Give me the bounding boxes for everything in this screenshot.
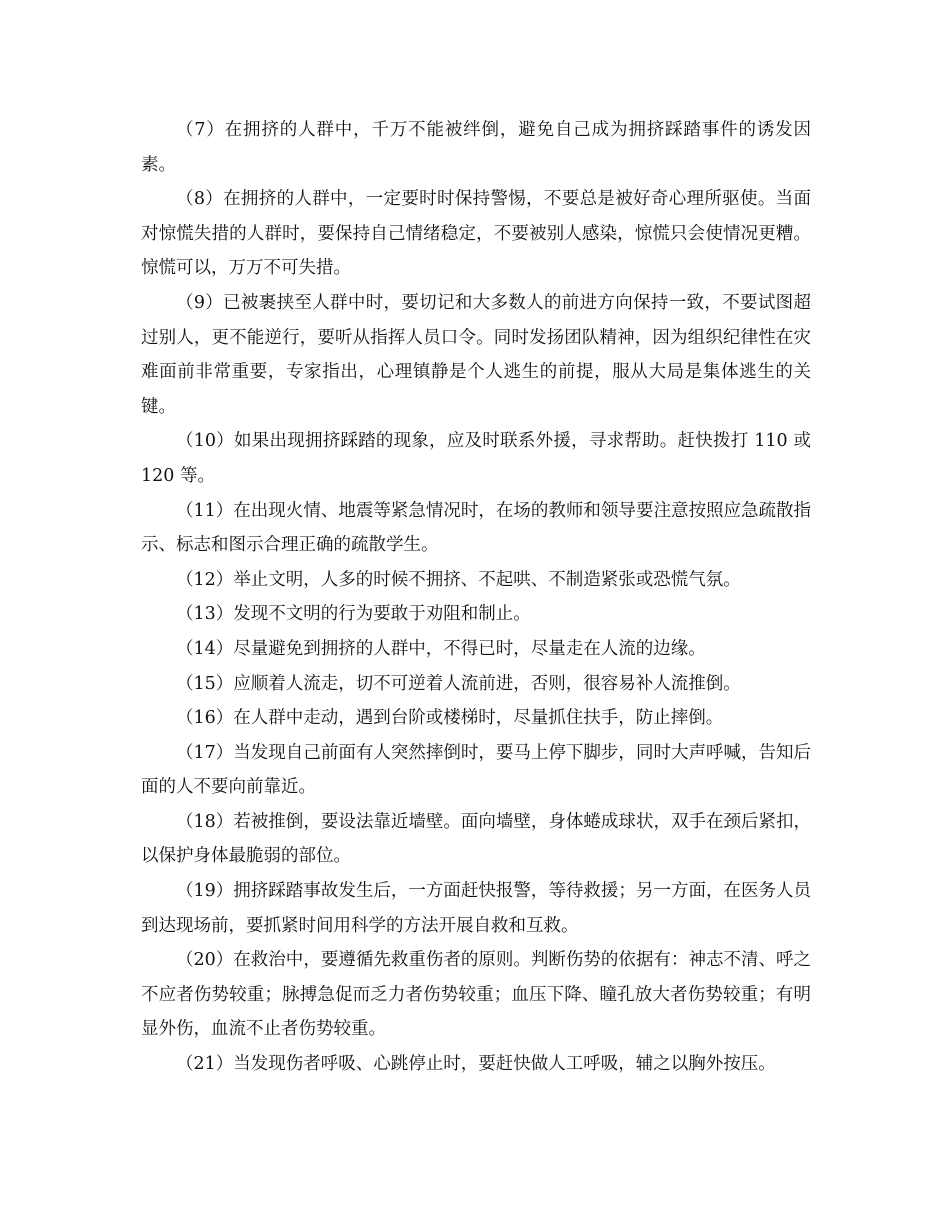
paragraph-17: （17）当发现自己前面有人突然摔倒时，要马上停下脚步，同时大声呼喊，告知后面的人不要向前靠近。 bbox=[141, 742, 811, 798]
paragraph-10: （10）如果出现拥挤踩踏的现象，应及时联系外援，寻求帮助。赶快拨打 110 或 120 等。 bbox=[141, 431, 811, 486]
paragraph-13: （13）发现不文明的行为要敢于劝阻和制止。 bbox=[176, 604, 531, 625]
paragraph-15: （15）应顺着人流走，切不可逆着人流前进，否则，很容易补人流推倒。 bbox=[176, 673, 741, 694]
paragraph-11: （11）在出现火情、地震等紧急情况时，在场的教师和领导要注意按照应急疏散指示、标志和图示合理正确的疏散学生。 bbox=[141, 500, 811, 556]
paragraph-16: （16）在人群中走动，遇到台阶或楼梯时，尽量抓住扶手，防止摔倒。 bbox=[176, 708, 724, 729]
document-page bbox=[141, 113, 811, 1082]
paragraph-21: （21）当发现伤者呼吸、心跳停止时，要赶快做人工呼吸，辅之以胸外按压。 bbox=[176, 1054, 776, 1075]
paragraph-20: （20）在救治中，要遵循先救重伤者的原则。判断伤势的依据有：神志不清、呼之不应者伤势较重；脉搏急促而乏力者伤势较重；血压下降、瞳孔放大者伤势较重；有明显外伤，血流不止者伤势较重。 bbox=[141, 950, 811, 1040]
paragraph-12: （12）举止文明，人多的时候不拥挤、不起哄、不制造紧张或恐慌气氛。 bbox=[176, 569, 741, 590]
paragraph-9: （9）已被裹挟至人群中时，要切记和大多数人的前进方向保持一致，不要试图超过别人，更不能逆行，要听从指挥人员口令。同时发扬团队精神，因为组织纪律性在灾难面前非常重要，专家指出，心理镇静是个人逃生的前提，服从大局是集体逃生的关键。 bbox=[141, 292, 811, 417]
paragraph-7: （7）在拥挤的人群中，千万不能被绊倒，避免自己成为拥挤踩踏事件的诱发因素。 bbox=[141, 120, 811, 175]
paragraph-8: （8）在拥挤的人群中，一定要时时保持警惕，不要总是被好奇心理所驱使。当面对惊慌失措的人群时，要保持自己情绪稳定，不要被别人感染，惊慌只会使情况更糟。惊慌可以，万万不可失措。 bbox=[141, 189, 811, 279]
paragraph-18: （18）若被推倒，要设法靠近墙壁。面向墙壁，身体蜷成球状，双手在颈后紧扣，以保护身体最脆弱的部位。 bbox=[141, 811, 811, 867]
paragraph-19: （19）拥挤踩踏事故发生后，一方面赶快报警，等待救援；另一方面，在医务人员到达现场前，要抓紧时间用科学的方法开展自救和互救。 bbox=[141, 881, 811, 936]
paragraph-14: （14）尽量避免到拥挤的人群中，不得已时，尽量走在人流的边缘。 bbox=[176, 638, 706, 659]
